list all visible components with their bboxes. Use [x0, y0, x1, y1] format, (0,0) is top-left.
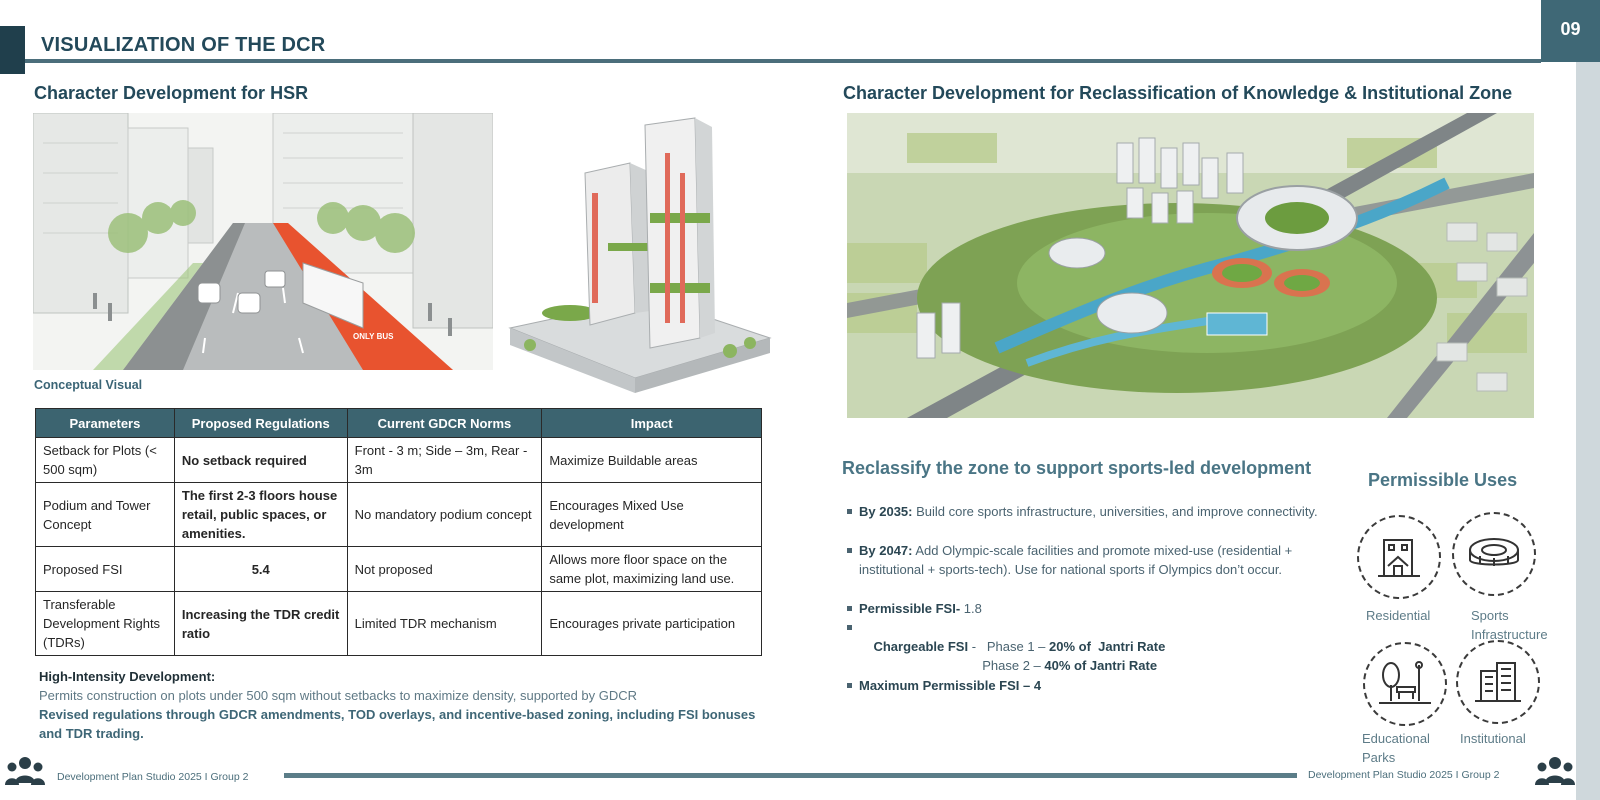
bullet-marker: [847, 625, 852, 630]
phase2-prefix: Phase 2 –: [982, 658, 1045, 673]
current-cell: Not proposed: [347, 547, 542, 592]
table-row: [36, 483, 762, 547]
phase1-rate: 20% of Jantri Rate: [1049, 639, 1166, 654]
table-row: [36, 547, 762, 592]
header-accent-block: [0, 26, 25, 74]
phase2-rate: 40% of Jantri Rate: [1044, 658, 1158, 673]
aerial-masterplan-render: [847, 113, 1534, 418]
current-cell: No mandatory podium concept: [347, 483, 542, 547]
param-cell: Transferable Development Rights (TDRs): [36, 592, 175, 656]
team-icon-left: [5, 755, 45, 794]
use-label-residential: Residential: [1366, 608, 1431, 623]
header-divider: [25, 59, 1541, 63]
page-number: 09: [1541, 0, 1600, 62]
hsr-section-title: Character Development for HSR: [34, 83, 309, 103]
bullet-marker: [847, 548, 852, 553]
table-row: [36, 438, 762, 483]
impact-cell: Allows more floor space on the same plot, maximizing land use.: [542, 547, 762, 592]
proposed-cell: Increasing the TDR credit ratio: [174, 592, 347, 656]
institution-icon: [1456, 640, 1540, 724]
phase1-prefix: - Phase 1 –: [968, 639, 1050, 654]
use-label-sports: Sports Infrastructure: [1471, 608, 1548, 642]
bullet-marker: [847, 509, 852, 514]
permissible-uses-title: Permissible Uses: [1368, 470, 1518, 490]
param-cell: Setback for Plots (< 500 sqm): [36, 438, 175, 483]
bullet-text: Add Olympic-scale facilities and promote mixed-use (residential + institutional + sports-tech). Use for national sports if Olympics don’t occur.: [859, 543, 1293, 577]
impact-cell: Encourages Mixed Use development: [542, 483, 762, 547]
footer-left-text: Development Plan Studio 2025 I Group 2: [57, 771, 249, 783]
proposed-cell: The first 2-3 floors house retail, public spaces, or amenities.: [174, 483, 347, 547]
stadium-icon: [1452, 512, 1536, 596]
milestone-bullet: [847, 541, 1357, 579]
current-cell: Limited TDR mechanism: [347, 592, 542, 656]
column-header: Current GDCR Norms: [347, 409, 542, 438]
notes-heading: High-Intensity Development:: [39, 669, 216, 684]
max-fsi-text: Maximum Permissible FSI – 4: [859, 678, 1042, 693]
impact-cell: Maximize Buildable areas: [542, 438, 762, 483]
footer-right-text: Development Plan Studio 2025 I Group 2: [1308, 769, 1500, 781]
phase2-line: [975, 637, 1275, 675]
param-cell: Proposed FSI: [36, 547, 175, 592]
column-header: Impact: [542, 409, 762, 438]
bus-lane-text: ONLY BUS: [353, 332, 394, 341]
column-header: Parameters: [36, 409, 175, 438]
use-label-educational-parks: Educational Parks: [1362, 731, 1430, 765]
proposed-cell: 5.4: [174, 547, 347, 592]
current-cell: Front - 3 m; Side – 3m, Rear - 3m: [347, 438, 542, 483]
impact-cell: Encourages private participation: [542, 592, 762, 656]
table-row: [36, 592, 762, 656]
park-icon: [1363, 642, 1447, 726]
team-icon-right: [1535, 755, 1575, 794]
max-fsi-bullet: [847, 676, 1287, 695]
podium-tower-illustration: [500, 113, 785, 393]
permissible-fsi-bullet: [847, 599, 1287, 618]
permissible-fsi-label: Permissible FSI-: [859, 601, 961, 616]
chargeable-fsi-label: Chargeable FSI: [873, 639, 969, 654]
conceptual-visual-caption: Conceptual Visual: [34, 378, 143, 392]
reclassify-heading: Reclassify the zone to support sports-led development: [842, 458, 1312, 478]
residential-icon: [1357, 515, 1441, 599]
use-label-institutional: Institutional: [1460, 731, 1526, 746]
table-header-row: [36, 409, 762, 438]
right-edge-strip: [1576, 62, 1600, 800]
notes-block: [39, 667, 759, 743]
bullet-label: By 2047:: [859, 543, 913, 558]
param-cell: Podium and Tower Concept: [36, 483, 175, 547]
bullet-text: Build core sports infrastructure, universities, and improve connectivity.: [912, 504, 1318, 519]
column-header: Proposed Regulations: [174, 409, 347, 438]
proposed-cell: No setback required: [174, 438, 347, 483]
regulations-table: [35, 408, 762, 656]
bullet-label: By 2035:: [859, 504, 913, 519]
knowledge-zone-section-title: Character Development for Reclassification of Knowledge & Institutional Zone: [843, 83, 1513, 103]
street-section-illustration: [33, 113, 493, 370]
bullet-marker: [847, 606, 852, 611]
permissible-fsi-value: 1.8: [960, 601, 982, 616]
page-title: VISUALIZATION OF THE DCR: [41, 34, 326, 56]
milestone-bullet: [847, 502, 1357, 521]
bullet-marker: [847, 683, 852, 688]
footer-bar: [284, 773, 1297, 778]
notes-line-1: Permits construction on plots under 500 sqm without setbacks to maximize density, supported by GDCR: [39, 688, 638, 703]
notes-line-2: Revised regulations through GDCR amendments, TOD overlays, and incentive-based zoning, including FSI bonuses and TDR trading.: [39, 707, 756, 741]
